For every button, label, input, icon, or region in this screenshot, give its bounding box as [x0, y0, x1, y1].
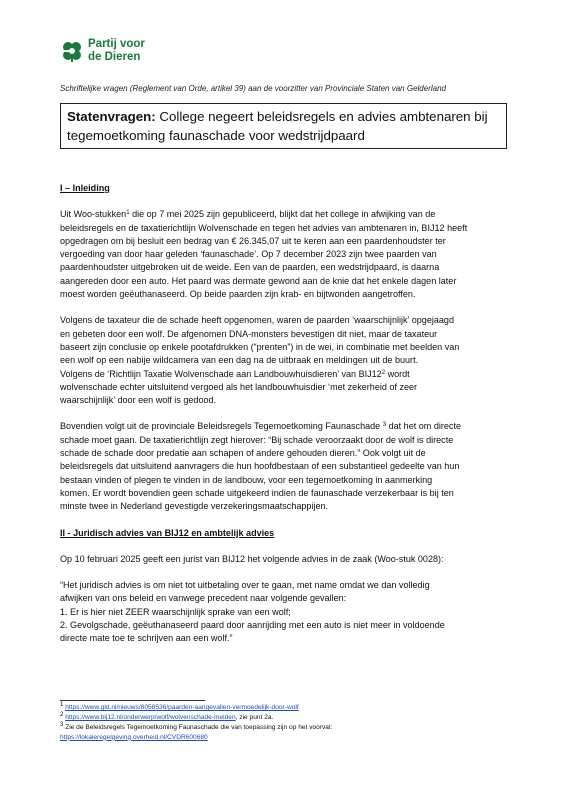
footnote-2: [60, 713, 515, 723]
footnote-number: 2: [60, 711, 64, 718]
quote-line: “Het juridisch advies is om niet tot uitbetaling over te gaan, met name omdat we dan volledig: [60, 580, 430, 591]
title-box: [60, 103, 507, 149]
quote-line: directe mate toe te schrijven aan een wolf.”: [60, 633, 233, 644]
section1-heading: I – Inleiding: [60, 183, 110, 193]
p1-line: vergoeding van door haar geleden ‘faunaschade’. Op 7 december 2023 zijn twee paarden van: [60, 249, 437, 260]
p1-line: aangereden door een auto. Het paard was dermate gewond aan de knie dat het enkele dagen later: [60, 275, 457, 286]
quote-line: 2. Gevolgschade, geëuthanaseerd paard door aanrijding met een auto is niet meer in voldoende: [60, 620, 445, 631]
p1-line: beleidsregels en de taxatierichtlijn Wolvenschade en tegen het advies van ambtenaren in, BIJ12 heeft: [60, 222, 468, 233]
p3-line: Bovendien volgt uit de provinciale Beleidsregels Tegemoetkoming Faunaschade: [60, 421, 381, 432]
footnotes: [60, 703, 515, 743]
party-logo: [60, 38, 145, 64]
footnote-number: 1: [60, 702, 64, 708]
p3-line: schade moet gaan. De taxatierichtlijn zegt hierover: “Bij schade veroorzaakt door de wolf is directe: [60, 434, 454, 445]
footnote-ref-3: 3: [382, 422, 387, 429]
p1-line: moest worden geëuthanaseerd. Op beide paarden zijn krab- en bijtwonden aangetroffen.: [60, 289, 416, 300]
party-name: [88, 38, 145, 64]
p1-line: Uit Woo-stukken: [60, 209, 127, 220]
p1-line: die op 7 mei 2025 zijn gepubliceerd, blijkt dat het college in afwijking van de: [132, 209, 436, 220]
party-name-line1: Partij voor: [88, 38, 145, 50]
paragraph-intro: [60, 208, 515, 301]
legal-advice-quote: [60, 579, 515, 645]
footnote-3-link-row: [60, 733, 515, 743]
footnote-3-text: Zie de Beleidsregels Tegemoetkoming Faunaschade die van toepassing zijn op het voorval:: [65, 723, 333, 731]
document-meta: Schriftelijke vragen (Reglement van Orde, artikel 39) aan de voorzitter van Provinciale Staten van Gelderland: [60, 84, 446, 93]
section2-intro: Op 10 februari 2025 geeft een jurist van BIJ12 het volgende advies in de zaak (Woo-stuk 0028):: [60, 553, 444, 564]
footnote-2-suffix: , zie punt 2a.: [235, 713, 274, 721]
p2-line: wordt: [387, 368, 410, 379]
p3-line: beleidsregels dat uitsluitend aanvragers die hun hoofdbestaan of een substantieel gedeelte van hun: [60, 461, 460, 472]
footnote-ref-1: 1: [126, 210, 130, 217]
footnote-3: [60, 723, 515, 733]
paragraph-beleidsregels: [60, 420, 515, 513]
title-line1: College negeert beleidsregels en advies ambtenaren bij: [159, 109, 488, 124]
p3-line: dat het om directe: [388, 421, 461, 432]
p3-line: schade de schade door predatie aan schapen of andere gehouden dieren.” Ook volgt uit de: [60, 448, 426, 459]
footnote-ref-2: 2: [381, 369, 386, 376]
p2-line: wolvenschade echter uitsluitend vergoed als het landbouwhuisdier ‘met zekerheid of zeer: [60, 381, 418, 392]
clover-logo-icon: [60, 39, 84, 63]
p3-line: bestaan vinden of plegen te vinden in de landbouw, voor een tegemoetkoming in aanmerking: [60, 474, 433, 485]
p2-line: Volgens de taxateur die de schade heeft opgenomen, waren de paarden ‘waarschijnlijk’ opgejaagd: [60, 315, 454, 326]
section2-heading: II - Juridisch advies van BIJ12 en ambtelijk advies: [60, 527, 275, 538]
p1-line: opgedragen om bij besluit een bedrag van € 26.345,07 uit te keren aan een paardenhoudster ter: [60, 235, 446, 246]
p2-line: baseert zijn conclusie op enkele pootafdrukken (“prenten”) in de wei, in combinatie met beelden van: [60, 341, 460, 352]
p3-line: komen. Er wordt bovendien geen schade uitgekeerd indien de faunaschade verzekerbaar is bij ten: [60, 487, 454, 498]
p3-line: minste twee in Nederland gevestigde verzekeringsmaatschappijen.: [60, 501, 329, 512]
p2-line: Volgens de ‘Richtlijn Taxatie Wolvenschade aan Landbouwhuisdieren’ van BIJ12: [60, 368, 382, 379]
title-label: Statenvragen:: [67, 109, 156, 124]
footnote-2-link[interactable]: https://www.bij12.nl/onderwerp/wolf/wolvenschade-melden: [65, 713, 236, 721]
quote-line: afwijken van ons beleid en vanwege precedent naar volgende gevallen:: [60, 593, 347, 604]
footnote-1: [60, 703, 515, 713]
party-name-line2: de Dieren: [88, 51, 141, 63]
p2-line: een wolf op een nabije wildcamera van een dag na de uitbraak en meldingen uit de buurt.: [60, 355, 419, 366]
footnote-divider: [60, 700, 205, 701]
document-body: [60, 182, 515, 646]
quote-line: 1. Er is hier niet ZEER waarschijnlijk sprake van een wolf;: [60, 606, 291, 617]
paragraph-taxateur: [60, 314, 515, 407]
footnote-number: 3: [60, 721, 64, 728]
p2-line: en gebeten door een wolf. De afgenomen DNA-monsters bevestigen dit niet, maar de taxateur: [60, 328, 438, 339]
footnote-3-link[interactable]: https://lokaleregelgeving.overheid.nl/CVDR600680: [60, 733, 208, 741]
p1-line: paardenhoudster uitgebroken uit de weide. Een van de paarden, een wedstrijdpaard, is daarna: [60, 262, 440, 273]
footnote-1-link[interactable]: https://www.gld.nl/nieuws/8058536/paarden-aangevallen-vermoedelijk-door-wolf: [65, 704, 299, 711]
p2-line: waarschijnlijk’ door een wolf is gedood.: [60, 395, 217, 406]
title-line2: tegemoetkoming faunaschade voor wedstrijdpaard: [67, 127, 365, 143]
